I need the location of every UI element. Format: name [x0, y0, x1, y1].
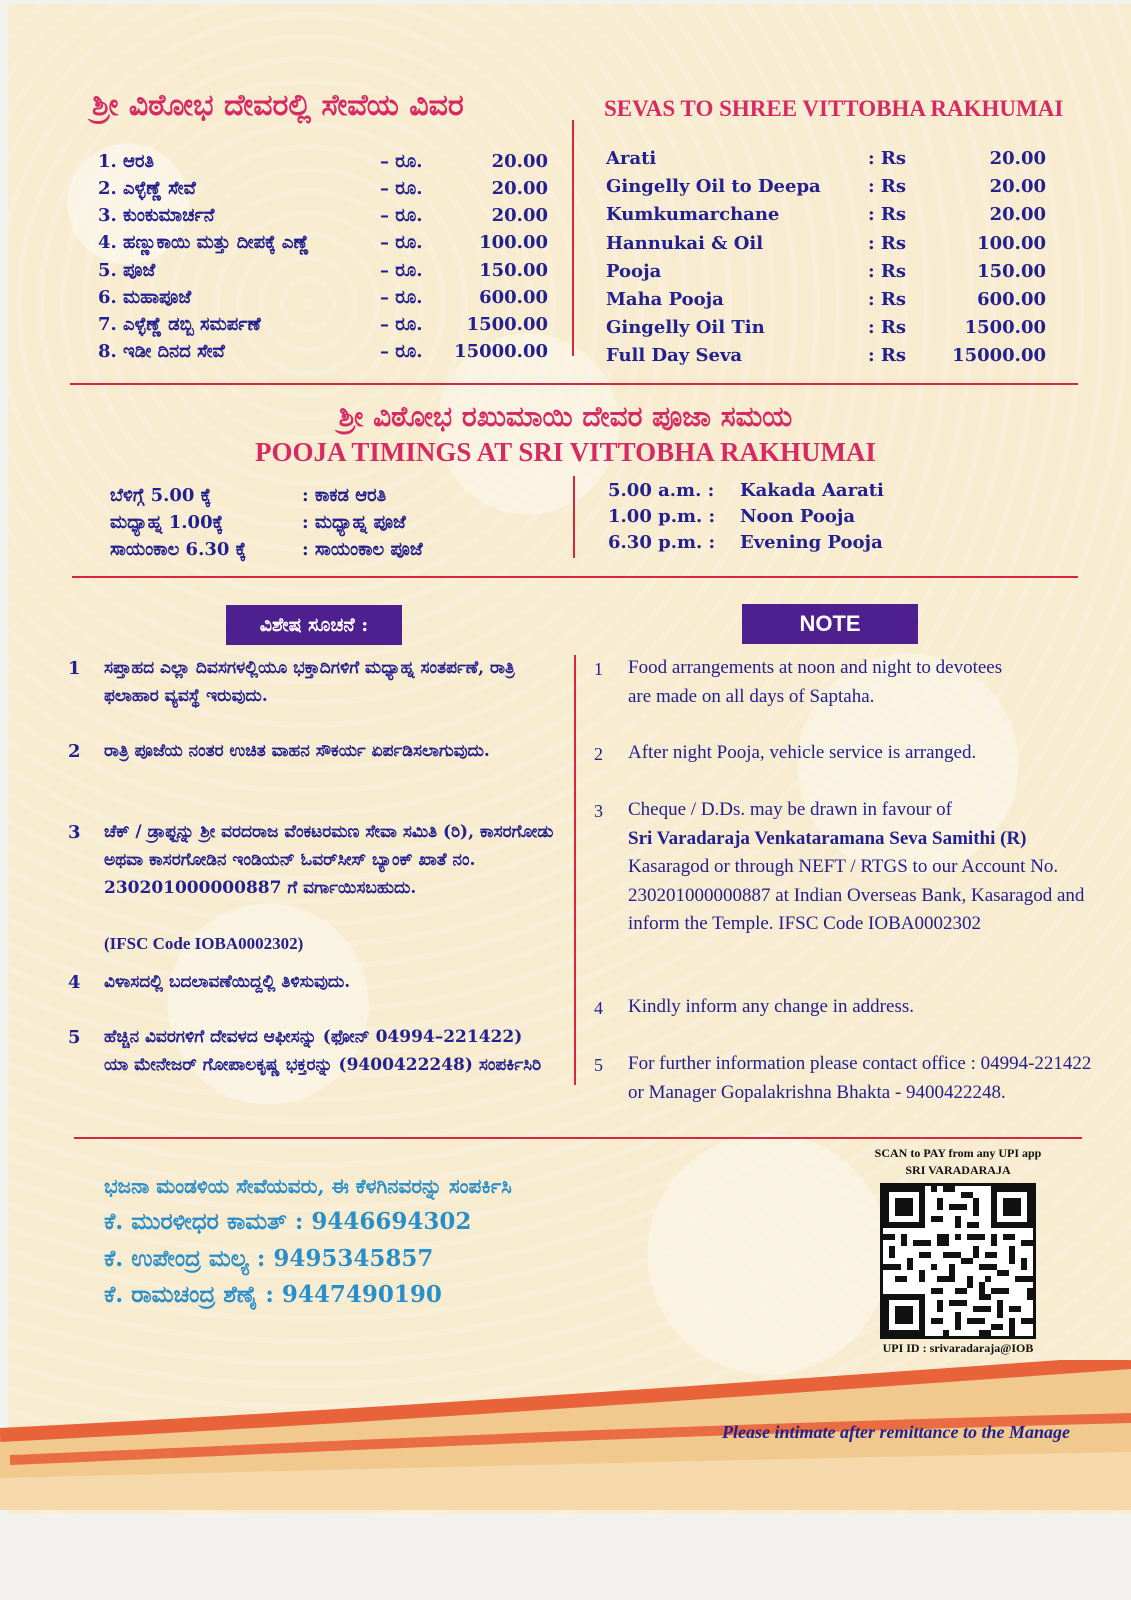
timing-time: 6.30 p.m. :	[608, 532, 716, 553]
note-number: 3	[68, 822, 81, 843]
upi-qr-code[interactable]	[880, 1183, 1036, 1339]
note-text: ರಾತ್ರಿ ಪೂಜೆಯ ನಂತರ ಉಚಿತ ವಾಹನ ಸೌಕರ್ಯ ಏರ್ಪಡಿಸಲಾಗುವುದು.	[104, 741, 490, 761]
seva-currency: – ರೂ.	[380, 341, 423, 362]
seva-amount: 20.00	[989, 148, 1046, 169]
notes-badge-kn: ವಿಶೇಷ ಸೂಚನೆ :	[226, 605, 402, 645]
note-text: ಹೆಚ್ಚಿನ ವಿವರಗಳಿಗೆ ದೇವಳದ ಆಫೀಸನ್ನು (ಫೋನ್ 04994–221422) ಯಾ ಮೇನೇಜರ್ ಗೋಪಾಲಕೃಷ್ಣ ಭಕ್ತರನ್ನು (9400422248) ಸಂಪರ್ಕಿಸಿರಿ	[104, 1027, 542, 1075]
section-divider-3	[74, 1137, 1082, 1139]
note-number: 2	[594, 744, 603, 764]
seva-currency: : Rs	[868, 233, 907, 254]
contact-person: ಕೆ. ಉಪೇಂದ್ರ ಮಲ್ಯ : 9495345857	[104, 1245, 434, 1272]
upi-id: UPI ID : srivaradaraja@IOB	[882, 1341, 1034, 1355]
timing-time: ಮಧ್ಯಾಹ್ನ 1.00ಕ್ಕೆ	[110, 512, 224, 533]
seva-amount: 600.00	[977, 289, 1046, 310]
samithi-name	[628, 825, 1098, 854]
seva-name: 7. ಎಳ್ಳೆಣ್ಣೆ ಡಬ್ಬಿ ಸಮರ್ಪಣೆ	[98, 314, 261, 335]
notes-divider	[574, 655, 576, 1085]
seva-amount: 100.00	[479, 232, 548, 253]
note-text-intro: Cheque / D.Ds. may be drawn in favour of	[628, 799, 952, 820]
seva-currency: – ರೂ.	[380, 314, 423, 335]
seva-amount: 20.00	[491, 178, 548, 199]
section-divider-2	[72, 576, 1078, 578]
sevas-divider	[572, 120, 574, 356]
seva-name: Arati	[606, 148, 657, 169]
note-number: 5	[68, 1027, 81, 1048]
seva-name: 2. ಎಳ್ಳೆಣ್ಣೆ ಸೇವೆ	[98, 178, 196, 199]
seva-amount: 150.00	[479, 260, 548, 281]
seva-name: Hannukai & Oil	[606, 233, 764, 254]
note-text: ಸಪ್ತಾಹದ ಎಲ್ಲಾ ದಿವಸಗಳಲ್ಲಿಯೂ ಭಕ್ತಾದಿಗಳಿಗೆ ಮಧ್ಯಾಹ್ನ ಸಂತರ್ಪಣೆ, ರಾತ್ರಿ ಫಲಾಹಾರ ವ್ಯವಸ್ಥೆ ಇರುವುದು.	[104, 658, 515, 706]
seva-currency: – ರೂ.	[380, 151, 423, 172]
note-text: Food arrangements at noon and night to devotees are made on all days of Saptaha.	[628, 657, 1003, 707]
timing-time: ಸಾಯಂಕಾಲ 6.30 ಕ್ಕೆ	[110, 539, 247, 560]
note-text-rest: Kasaragod or through NEFT / RTGS to our Account No. 230201000000887 at Indian Overseas Bank, Kasaragod and inform the Temple. IFSC Code IOBA0002302	[628, 856, 1085, 934]
seva-name: 1. ಆರತಿ	[98, 151, 154, 172]
seva-amount: 15000.00	[454, 341, 548, 362]
seva-currency: : Rs	[868, 176, 907, 197]
note-number: 1	[68, 658, 81, 679]
seva-amount: 100.00	[977, 233, 1046, 254]
seva-name: Gingelly Oil Tin	[606, 317, 765, 338]
timing-event: Noon Pooja	[740, 506, 856, 527]
section-divider-1	[70, 383, 1078, 385]
note-text	[628, 796, 1098, 939]
note-number: 1	[594, 659, 603, 679]
timing-event: : ಮಧ್ಯಾಹ್ನ ಪೂಜೆ	[302, 512, 406, 533]
sevas-title-en: SEVAS TO SHREE VITTOBHA RAKHUMAI	[604, 96, 1064, 121]
seva-currency: : Rs	[868, 289, 907, 310]
seva-currency: – ರೂ.	[380, 178, 423, 199]
seva-amount: 15000.00	[952, 345, 1046, 366]
timing-event: : ಕಾಕಡ ಆರತಿ	[302, 485, 387, 506]
seva-amount: 20.00	[491, 151, 548, 172]
timing-event: Kakada Aarati	[740, 480, 884, 501]
sevas-title-kn: ಶ್ರೀ ವಿಠೋಭ ದೇವರಲ್ಲಿ ಸೇವೆಯ ವಿವರ	[92, 88, 464, 123]
note-number: 3	[594, 801, 603, 821]
note-number: 4	[68, 972, 81, 993]
seva-currency: : Rs	[868, 204, 907, 225]
seva-amount: 150.00	[977, 261, 1046, 282]
timings-title-en: POOJA TIMINGS AT SRI VITTOBHA RAKHUMAI	[255, 437, 876, 467]
contacts-heading: ಭಜನಾ ಮಂಡಳಿಯ ಸೇವೆಯವರು, ಈ ಕೆಳಗಿನವರನ್ನು ಸಂಪರ್ಕಿಸಿ	[104, 1174, 512, 1198]
seva-name: Maha Pooja	[606, 289, 724, 310]
seva-name: Full Day Seva	[606, 345, 743, 366]
seva-name: 3. ಕುಂಕುಮಾರ್ಚನೆ	[98, 205, 215, 226]
seva-name: 6. ಮಹಾಪೂಜೆ	[98, 287, 192, 308]
samithi-name-bold: Sri Varadaraja Venkataramana Seva Samithi (R)	[628, 827, 1027, 849]
seva-currency: – ರೂ.	[380, 232, 423, 253]
seva-amount: 1500.00	[964, 317, 1046, 338]
seva-name: Kumkumarchane	[606, 204, 780, 225]
seva-currency: : Rs	[868, 261, 907, 282]
remittance-note: Please intimate after remittance to the Manage	[722, 1422, 1070, 1442]
seva-amount: 20.00	[989, 204, 1046, 225]
scan-to-pay-text: SCAN to PAY from any UPI app	[874, 1146, 1042, 1160]
timing-event: Evening Pooja	[740, 532, 883, 553]
note-text: After night Pooja, vehicle service is arranged.	[628, 742, 977, 763]
timings-divider	[573, 476, 575, 558]
timing-time: 1.00 p.m. :	[608, 506, 716, 527]
timing-time: ಬೆಳಿಗ್ಗೆ 5.00 ಕ್ಕೆ	[110, 485, 212, 506]
seva-currency: – ರೂ.	[380, 260, 423, 281]
note-number: 2	[68, 741, 81, 762]
note-text: ವಿಳಾಸದಲ್ಲಿ ಬದಲಾವಣೆಯಿದ್ದಲ್ಲಿ ತಿಳಿಸುವುದು.	[104, 972, 351, 992]
seva-currency: : Rs	[868, 148, 907, 169]
seva-name: 5. ಪೂಜೆ	[98, 260, 156, 281]
note-text: For further information please contact office : 04994-221422 or Manager Gopalakrishna Bhakta - 9400422248.	[628, 1053, 1092, 1103]
contact-person: ಕೆ. ಮುರಳೀಧರ ಕಾಮತ್ : 9446694302	[104, 1208, 472, 1235]
timings-title-kn: ಶ್ರೀ ವಿಠೋಭ ರಖುಮಾಯಿ ದೇವರ ಪೂಜಾ ಸಮಯ	[338, 400, 793, 433]
seva-name: Gingelly Oil to Deepa	[606, 176, 821, 197]
seva-currency: : Rs	[868, 345, 907, 366]
seva-currency: : Rs	[868, 317, 907, 338]
seva-amount: 600.00	[479, 287, 548, 308]
timing-time: 5.00 a.m. :	[608, 480, 715, 501]
timing-event: : ಸಾಯಂಕಾಲ ಪೂಜೆ	[302, 539, 423, 560]
seva-name: Pooja	[606, 261, 662, 282]
note-ifsc: (IFSC Code IOBA0002302)	[104, 934, 304, 953]
note-number: 4	[594, 998, 603, 1018]
payee-name: SRI VARADARAJA	[905, 1163, 1011, 1177]
seva-amount: 20.00	[989, 176, 1046, 197]
qr-code-icon	[883, 1186, 1033, 1336]
note-number: 5	[594, 1055, 603, 1075]
seva-amount: 1500.00	[466, 314, 548, 335]
seva-currency: – ರೂ.	[380, 287, 423, 308]
seva-currency: – ರೂ.	[380, 205, 423, 226]
seva-name: 8. ಇಡೀ ದಿನದ ಸೇವೆ	[98, 341, 225, 362]
note-text: Kindly inform any change in address.	[628, 996, 914, 1017]
notes-badge-en: NOTE	[742, 604, 918, 644]
seva-amount: 20.00	[491, 205, 548, 226]
note-text: ಚೆಕ್ / ಡ್ರಾಫ್ಟನ್ನು ಶ್ರೀ ವರದರಾಜ ವೆಂಕಟರಮಣ ಸೇವಾ ಸಮಿತಿ (ರಿ), ಕಾಸರಗೋಡು ಅಥವಾ ಕಾಸರಗೋಡಿನ ಇಂಡಿಯನ್ ಓವರ್‌ಸೀಸ್ ಬ್ಯಾಂಕ್ ಖಾತೆ ನಂ. 230201000000887 ಗೆ ವರ್ಗಾಯಿಸಬಹುದು.	[104, 822, 554, 898]
seva-name: 4. ಹಣ್ಣುಕಾಯಿ ಮತ್ತು ದೀಪಕ್ಕೆ ಎಣ್ಣೆ	[98, 232, 310, 253]
contact-person: ಕೆ. ರಾಮಚಂದ್ರ ಶೆಣೈ : 9447490190	[104, 1281, 442, 1308]
